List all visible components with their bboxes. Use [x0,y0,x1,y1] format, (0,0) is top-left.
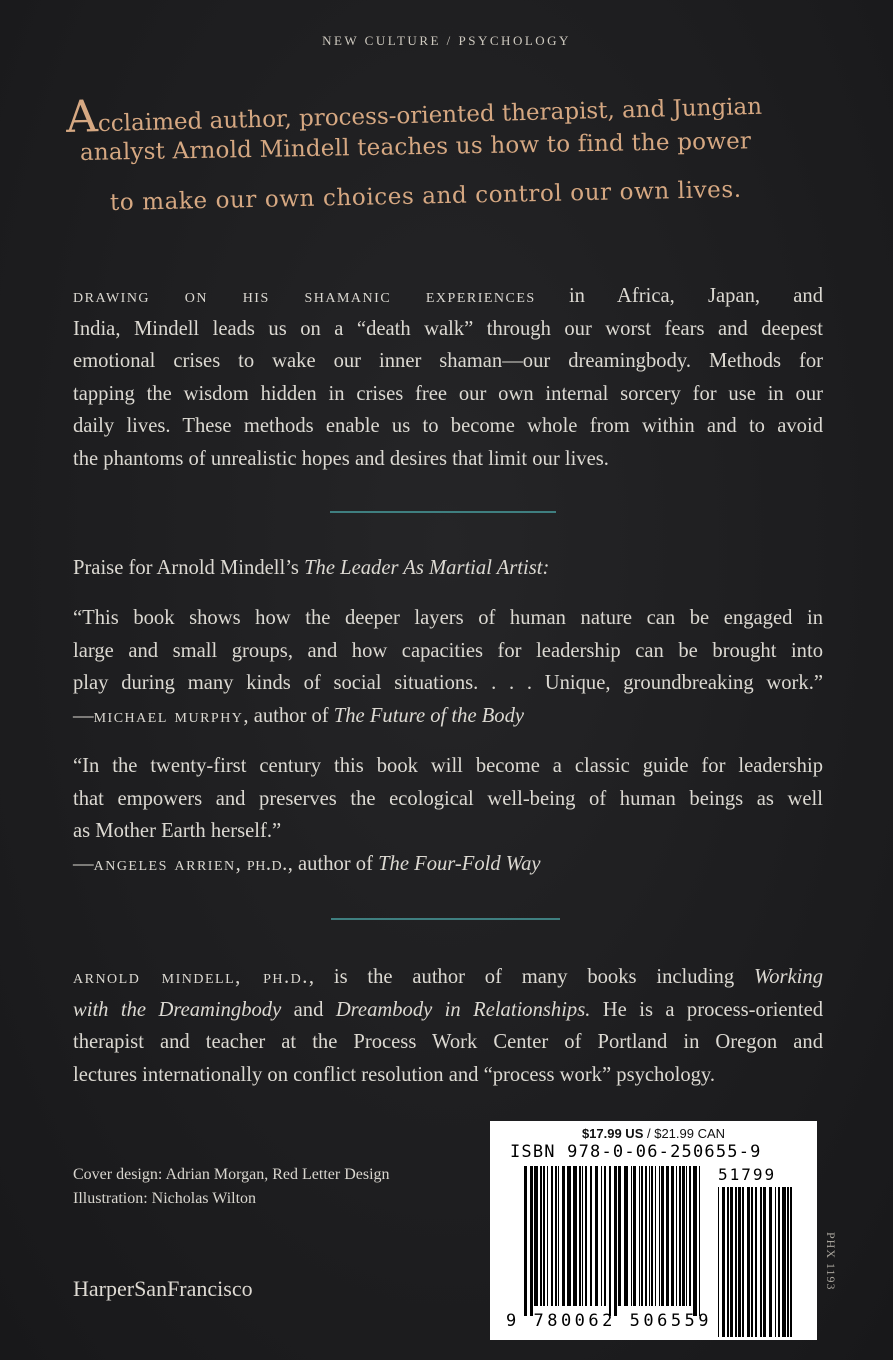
credits [73,1163,390,1211]
ean-bar [567,1166,571,1306]
tagline-text-2: analyst Arnold Mindell teaches us how to find the power [79,128,752,166]
description-lead: drawing on his shamanic experiences [73,285,536,307]
ean-bar [686,1166,687,1306]
addon-bar [742,1187,744,1337]
publisher-name: HarperSanFrancisco [73,1276,253,1301]
ean-bar [645,1166,647,1306]
quote-2-book: The Four-Fold Way [378,852,541,875]
addon-bar [735,1187,737,1337]
ean-bar [524,1166,527,1316]
quote-1-author: michael murphy [93,704,244,727]
addon-bar [727,1187,729,1337]
addon-bar [778,1187,780,1337]
ean-bar [659,1166,660,1306]
price-can: $21.99 CAN [654,1126,726,1141]
praise-intro-text: Praise for Arnold Mindell’s [73,557,299,579]
ean-bar [618,1166,621,1306]
praise-intro [73,552,823,585]
description-paragraph [73,280,823,475]
description-line-4: tapping the wisdom hidden in crises free our own internal sorcery for use in our [73,382,823,405]
ean-bar [590,1166,592,1306]
addon-bar [722,1187,725,1337]
quote-1-book: The Future of the Body [333,704,525,727]
bio-line-1 [73,961,823,994]
ean-bar [671,1166,674,1306]
quote-2-dash: — [73,852,94,875]
price-us: $17.99 US [581,1126,644,1141]
ean-bars [524,1166,700,1316]
addon-bar [755,1187,757,1337]
spine-code: PHX 1193 [824,1232,838,1291]
ean-bar [682,1166,685,1306]
quote-2-attribution [73,848,823,881]
bio-author-name: arnold mindell, ph.d. [73,966,309,988]
quote-2 [73,750,823,880]
quote-1-dash: — [73,704,94,727]
divider-2 [331,918,560,920]
quote-1-line-2: large and small groups, and how capacities for leadership can be brought into [73,639,823,662]
ean-bar [633,1166,636,1306]
addon-bar [730,1187,733,1337]
ean-bar [579,1166,581,1306]
bio-and: and [281,998,336,1021]
isbn-text: ISBN 978-0-06-250655-9 [510,1142,762,1162]
ean-bar [631,1166,632,1306]
description-line-1-rest: in Africa, Japan, and [568,285,824,307]
quote-1-sep: , author of [243,704,334,727]
addon-bar [747,1187,750,1337]
addon-bar [787,1187,789,1337]
ean-bar [693,1166,697,1316]
ean-bar [543,1166,545,1306]
ean-bar [601,1166,602,1306]
barcode-panel [490,1121,817,1340]
bio-book-1a: Working [753,966,823,988]
description-line-6: the phantoms of unrealistic hopes and desires that limit our lives. [73,447,609,470]
price-separator: / [643,1126,655,1141]
quote-2-author: angeles arrien [93,852,236,875]
praise-intro-title: The Leader As Martial Artist: [304,557,550,579]
description-line-5: daily lives. These methods enable us to become whole from within and to avoid [73,415,823,437]
ean-bar [624,1166,628,1306]
addon-bar [769,1187,772,1337]
addon-bar [751,1187,753,1337]
tagline-text-3: to make our own choices and control our own lives. [109,176,742,216]
ean-bar [676,1166,677,1306]
addon-bar [763,1187,766,1337]
author-bio [73,961,823,1091]
quote-2-line-2: that empowers and preserves the ecological well-being of human beings as well [73,787,823,810]
addon-bars [718,1187,792,1337]
bio-book-1b: with the Dreamingbody [73,998,282,1021]
ean-bar [530,1166,533,1316]
ean-bar [595,1166,598,1306]
tagline-text-1: cclaimed author, process-oriented therapist, and Jungian [97,93,763,138]
ean-bar [551,1166,553,1306]
bio-line-2 [73,994,823,1027]
illustration-credit: Illustration: Nicholas Wilton [73,1190,257,1207]
quote-2-sep: , author of [287,852,379,875]
quote-2-credential: , ph.d. [235,852,288,875]
ean-bar [562,1166,565,1306]
tagline-line-3 [110,177,742,216]
description-line-3: emotional crises to wake our inner shaman—our dreamingbody. Methods for [73,350,823,372]
ean-bar [679,1166,681,1306]
ean-bar [655,1166,656,1306]
category-label: NEW CULTURE / PSYCHOLOGY [322,33,571,48]
addon-bar [738,1187,741,1337]
ean-bar [689,1166,691,1306]
ean-bar [555,1166,557,1306]
ean-number: 9 780062 506559 [506,1311,713,1331]
ean-bar [661,1166,664,1306]
ean-bar [540,1166,542,1306]
addon-bar [760,1187,762,1337]
quote-2-line-3: as Mother Earth herself.” [73,820,282,842]
addon-bar [718,1187,719,1337]
ean-bar [614,1166,617,1316]
ean-bar [573,1166,577,1306]
bio-book-2: Dreambody in Relationships. [335,998,591,1021]
divider-1 [330,511,556,513]
addon-bar [782,1187,786,1337]
ean-bar [666,1166,669,1306]
addon-number: 51799 [718,1165,777,1184]
bio-line-3: therapist and teacher at the Process Work Center of Portland in Oregon and [73,1031,823,1053]
ean-bar [604,1166,606,1306]
addon-bar [790,1187,792,1337]
tagline-drop-cap: A [65,91,99,143]
addon-bar [775,1187,776,1337]
quote-2-line-1: “In the twenty-first century this book will become a classic guide for leadership [73,755,823,777]
ean-bar [609,1166,611,1316]
ean-bar [699,1166,700,1316]
ean-bar [547,1166,548,1306]
bio-line-4: lectures internationally on conflict resolution and “process work” psychology. [73,1063,716,1086]
quote-1-line-3: play during many kinds of social situations. . . . Unique, groundbreaking work.” [73,672,823,694]
quote-1-attribution [73,700,823,733]
ean-barcode [490,1121,817,1340]
description-line-1 [73,280,823,313]
cover-design-credit: Cover design: Adrian Morgan, Red Letter Design [73,1166,390,1183]
ean-bar [558,1166,559,1306]
ean-bar [649,1166,650,1306]
ean-bar [641,1166,643,1306]
quote-1-line-1: “This book shows how the deeper layers of human nature can be engaged in [73,607,823,629]
description-line-2: India, Mindell leads us on a “death walk” through our worst fears and deepest [73,317,823,340]
bio-line-2-rest: He is a process-oriented [590,998,824,1021]
ean-bar [639,1166,640,1306]
ean-bar [582,1166,583,1306]
bio-line-1-rest: , is the author of many books including [308,966,735,988]
quote-1 [73,602,823,732]
ean-bar [534,1166,538,1306]
ean-bar [585,1166,587,1306]
ean-bar [651,1166,653,1306]
